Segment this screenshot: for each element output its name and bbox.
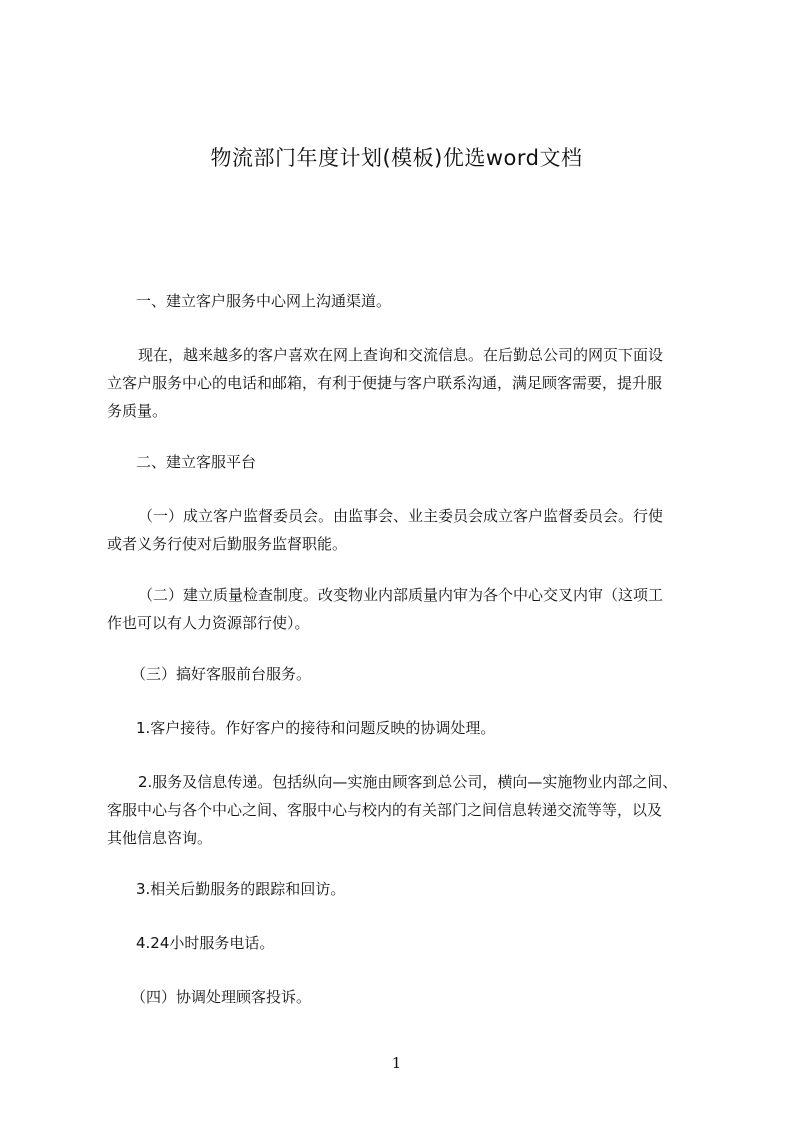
paragraph-line: （一）成立客户监督委员会。由监事会、业主委员会成立客户监督委员会。行使 — [138, 507, 664, 525]
paragraph-line: 立客户服务中心的电话和邮箱，有利于便捷与客户联系沟通，满足顾客需要，提升服 — [107, 374, 663, 392]
paragraph-line: （二）建立质量检查制度。改变物业内部质量内审为各个中心交叉内审（这项工 — [138, 586, 664, 604]
list-item: 4.24小时服务电话。 — [136, 934, 275, 952]
list-item: 2.服务及信息传递。包括纵向—实施由顾客到总公司，横向—实施物业内部之间、 — [138, 773, 678, 791]
subsection-heading-4: （四）协调处理顾客投诉。 — [131, 988, 312, 1006]
paragraph-line: 其他信息咨询。 — [107, 829, 213, 847]
paragraph-line: 务质量。 — [107, 402, 168, 420]
subsection-heading-3: （三）搞好客服前台服务。 — [131, 665, 312, 683]
document-title: 物流部门年度计划(模板)优选word文档 — [210, 146, 583, 170]
section-heading-2: 二、建立客服平台 — [136, 453, 257, 471]
paragraph-line: 客服中心与各个中心之间、客服中心与校内的有关部门之间信息转递交流等等，以及 — [107, 801, 663, 819]
paragraph-line: 作也可以有人力资源部行使）。 — [107, 614, 310, 632]
section-heading-1: 一、建立客户服务中心网上沟通渠道。 — [136, 292, 392, 310]
page-number: 1 — [391, 1054, 402, 1072]
paragraph-line: 或者义务行使对后勤服务监督职能。 — [107, 535, 348, 553]
list-item: 3.相关后勤服务的跟踪和回访。 — [136, 880, 346, 898]
list-item: 1.客户接待。作好客户的接待和问题反映的协调处理。 — [136, 719, 496, 737]
paragraph-line: 现在，越来越多的客户喜欢在网上查询和交流信息。在后勤总公司的网页下面设 — [138, 346, 664, 364]
